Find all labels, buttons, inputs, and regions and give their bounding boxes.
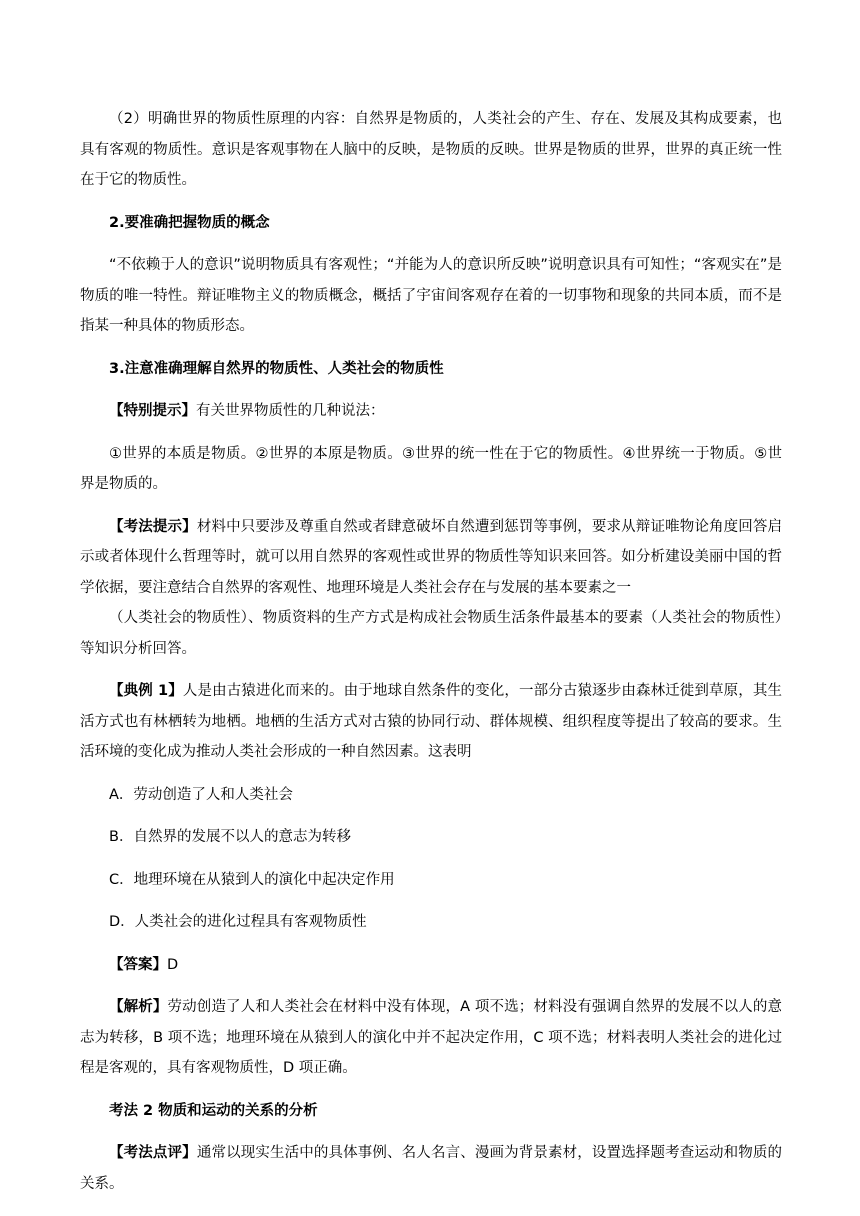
option-a: A．劳动创造了人和人类社会 bbox=[109, 786, 293, 803]
paragraph-matter-concept: “不依赖于人的意识”说明物质具有客观性；“并能为人的意识所反映”说明意识具有可知性；“客观实在”是物质的唯一特性。辩证唯物主义的物质概念，概括了宇宙间客观存在着的一切事物和现象的共同本质，而不是指某一种具体的物质形态。 bbox=[80, 257, 782, 334]
analysis-tag: 【解析】 bbox=[109, 999, 168, 1015]
analysis-text: 劳动创造了人和人类社会在材料中没有体现，A 项不选；材料没有强调自然界的发展不以人的意志为转移，B 项不选；地理环境在从猿到人的演化中并不起决定作用，C 项不选；材料表明人类社会的进化过程是客观的，具有客观物质性，D 项正确。 bbox=[80, 999, 782, 1076]
exam-method-comment-tag: 【考法点评】 bbox=[109, 1145, 197, 1161]
section-heading-matter-motion: 考法 2 物质和运动的关系的分析 bbox=[109, 1102, 318, 1119]
answer-text: D bbox=[167, 956, 179, 973]
option-d: D．人类社会的进化过程具有客观物质性 bbox=[109, 914, 367, 930]
special-tip-list: ①世界的本质是物质。②世界的本原是物质。③世界的统一性在于它的物质性。④世界统一于物质。⑤世界是物质的。 bbox=[80, 445, 782, 492]
analysis bbox=[80, 992, 782, 1084]
example-tag: 【典例 1】 bbox=[109, 683, 183, 699]
document-body bbox=[80, 104, 782, 1199]
exam-method-tip-text: 材料中只要涉及尊重自然或者肆意破坏自然遭到惩罚等事例，要求从辩证唯物论角度回答启示或者体现什么哲理等时，就可以用自然界的客观性或世界的物质性等知识来回答。如分析建设美丽中国的哲学依据，要注意结合自然界的客观性、地理环境是人类社会存在与发展的基本要素之一 bbox=[80, 518, 783, 596]
exam-method-tip bbox=[80, 512, 782, 604]
example-question bbox=[80, 676, 782, 768]
special-tip-tag: 【特别提示】 bbox=[109, 403, 196, 419]
answer bbox=[80, 950, 782, 981]
section-heading-nature-society: 3.注意准确理解自然界的物质性、人类社会的物质性 bbox=[109, 360, 444, 377]
paragraph-world-materiality: （2）明确世界的物质性原理的内容：自然界是物质的，人类社会的产生、存在、发展及其构成要素，也具有客观的物质性。意识是客观事物在人脑中的反映，是物质的反映。世界是物质的世界，世界的真正统一性在于它的物质性。 bbox=[80, 111, 782, 188]
special-tip-text: 有关世界物质性的几种说法： bbox=[196, 403, 385, 419]
section-heading-matter-concept: 2.要准确把握物质的概念 bbox=[109, 214, 270, 231]
exam-method-comment-text: 通常以现实生活中的具体事例、名人名言、漫画为背景素材，设置选择题考查运动和物质的关系。 bbox=[80, 1145, 783, 1192]
special-tip bbox=[80, 396, 782, 427]
option-c: C．地理环境在从猿到人的演化中起决定作用 bbox=[109, 871, 395, 888]
exam-method-tip-continued: （人类社会的物质性）、物质资料的生产方式是构成社会物质生活条件最基本的要素（人类社会的物质性）等知识分析回答。 bbox=[80, 610, 782, 657]
answer-tag: 【答案】 bbox=[109, 956, 167, 973]
option-b: B．自然界的发展不以人的意志为转移 bbox=[109, 829, 351, 845]
example-text: 人是由古猿进化而来的。由于地球自然条件的变化，一部分古猿逐步由森林迁徙到草原，其生活方式也有林栖转为地栖。地栖的生活方式对古猿的协同行动、群体规模、组织程度等提出了较高的要求。生活环境的变化成为推动人类社会形成的一种自然因素。这表明 bbox=[80, 683, 783, 760]
exam-method-tip-tag: 【考法提示】 bbox=[109, 518, 197, 535]
exam-method-comment bbox=[80, 1138, 782, 1199]
